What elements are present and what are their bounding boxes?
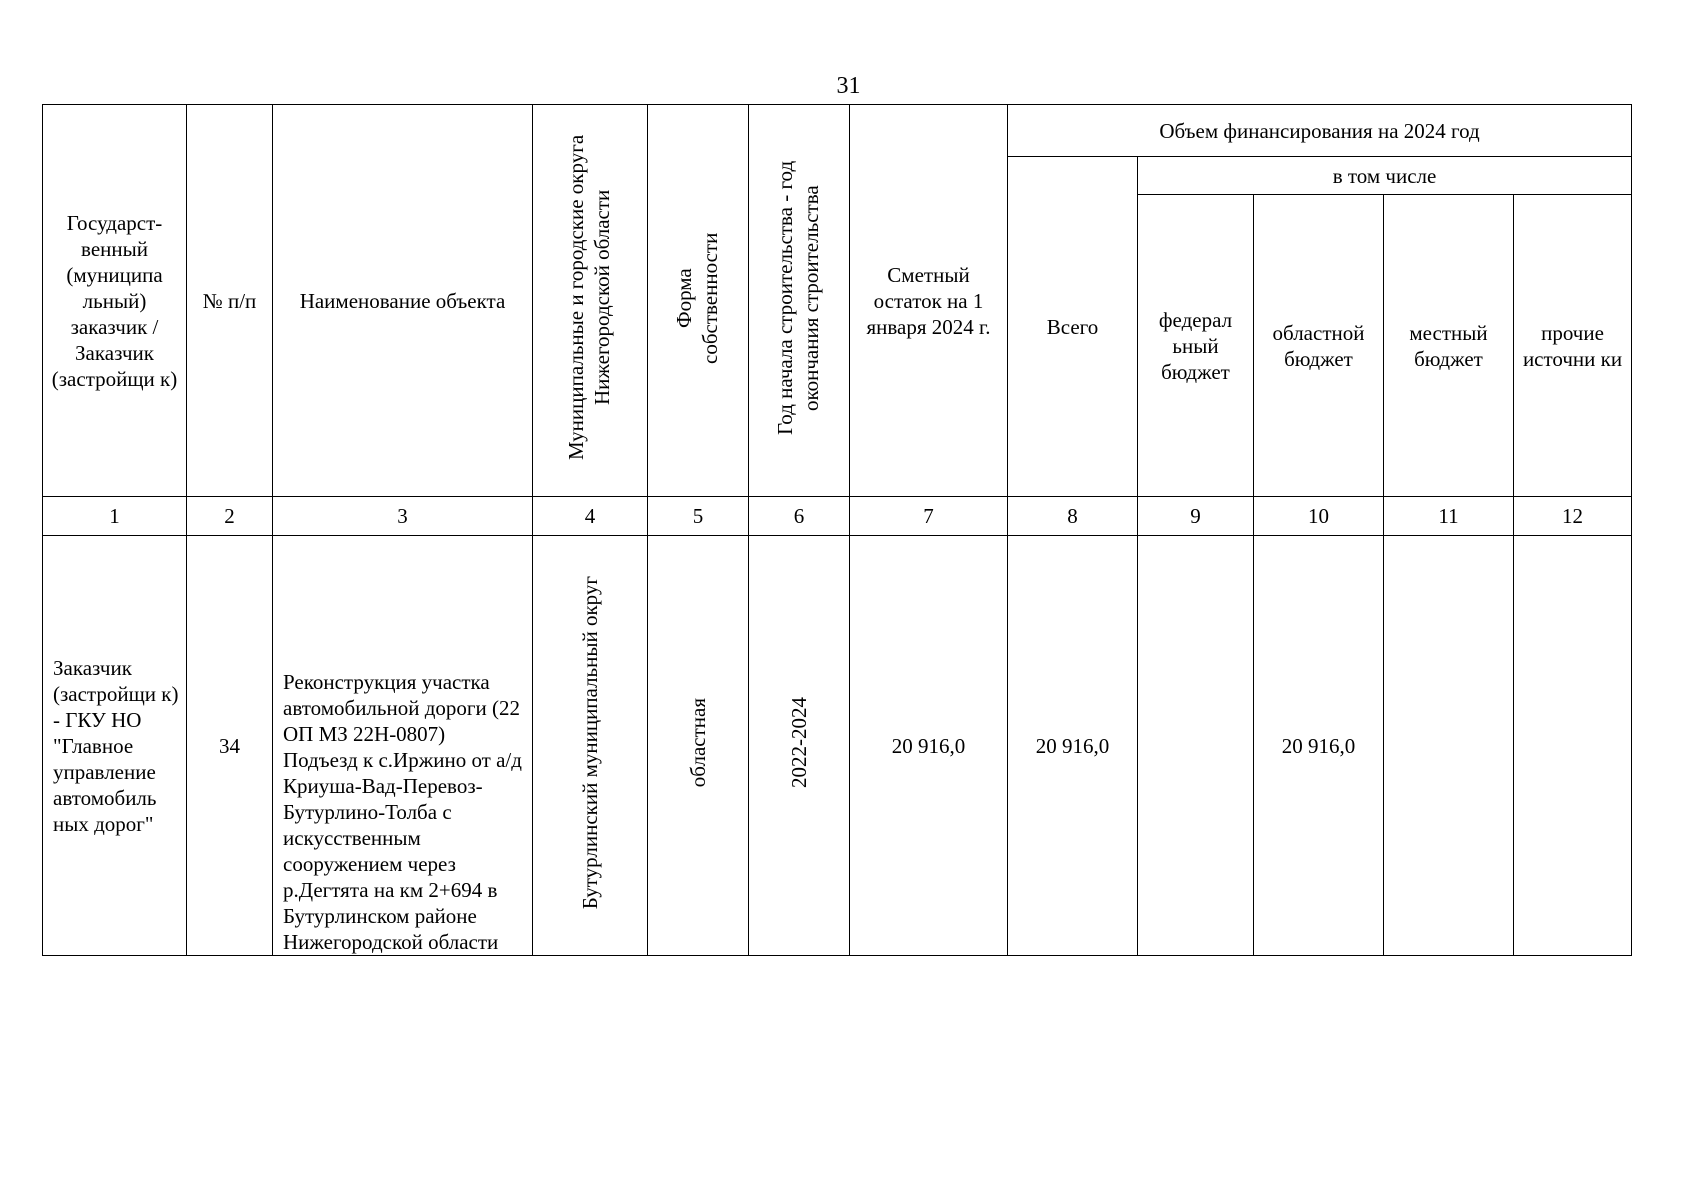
ownership-cell: [648, 536, 749, 956]
header-ownership-label: Форма собственности: [672, 231, 722, 364]
header-total: [1008, 157, 1138, 497]
federal-cell: [1138, 536, 1254, 956]
header-object-name: [273, 105, 533, 497]
column-number: 7: [850, 497, 1008, 536]
header-including-label: в том числе: [1332, 163, 1437, 188]
header-years: [749, 105, 850, 497]
total-cell: 20 916,0: [1008, 536, 1138, 956]
header-object-name-label: Наименование объекта: [299, 288, 506, 313]
district-cell: [533, 536, 648, 956]
header-ownership: [648, 105, 749, 497]
column-number: 12: [1514, 497, 1632, 536]
column-number: 2: [187, 497, 273, 536]
years-cell: [749, 536, 850, 956]
header-number: [187, 105, 273, 497]
years-value: 2022-2024: [787, 697, 811, 788]
header-federal-label: федерал ьный бюджет: [1158, 307, 1233, 384]
column-number: 8: [1008, 497, 1138, 536]
column-number: 4: [533, 497, 648, 536]
row-number-cell: 34: [187, 536, 273, 956]
header-total-label: Всего: [1046, 314, 1099, 339]
header-estimate-label: Сметный остаток на 1 января 2024 г.: [866, 262, 991, 339]
header-local: [1384, 195, 1514, 497]
header-financing-label: Объем финансирования на 2024 год: [1159, 118, 1480, 143]
district-value: Бутурлинский муниципальный округ: [578, 575, 602, 910]
page-number: 31: [836, 73, 861, 99]
estimate-cell: 20 916,0: [850, 536, 1008, 956]
financing-table: [42, 104, 1632, 956]
column-number: 11: [1384, 497, 1514, 536]
regional-cell: 20 916,0: [1254, 536, 1384, 956]
column-number: 10: [1254, 497, 1384, 536]
local-cell: [1384, 536, 1514, 956]
header-number-label: № п/п: [202, 288, 257, 313]
header-including: [1138, 157, 1632, 195]
header-row-1: [43, 105, 1632, 157]
header-years-label: Год начала строительства - год окончания строительства: [773, 160, 823, 435]
header-regional-label: областной бюджет: [1272, 320, 1365, 371]
column-number: 5: [648, 497, 749, 536]
header-local-label: местный бюджет: [1409, 320, 1488, 371]
header-other: [1514, 195, 1632, 497]
column-number: 9: [1138, 497, 1254, 536]
header-other-label: прочие источни ки: [1522, 320, 1623, 371]
object-name-cell: Реконструкция участка автомобильной дороги (22 ОП МЗ 22Н-0807) Подъезд к с.Иржино от а/д Криуша-Вад-Перевоз-Бутурлино-Толба с искусственным сооружением через р.Дегтята на км 2+694 в Бутурлинском районе Нижегородской области: [273, 536, 533, 956]
header-district: [533, 105, 648, 497]
header-federal: [1138, 195, 1254, 497]
header-financing: [1008, 105, 1632, 157]
header-customer: [43, 105, 187, 497]
ownership-value: областная: [686, 697, 710, 788]
customer-cell: Заказчик (застройщи к) - ГКУ НО "Главное управление автомобиль ных дорог": [43, 536, 187, 956]
column-number: 1: [43, 497, 187, 536]
column-numbers-row: [43, 497, 1632, 536]
column-number: 3: [273, 497, 533, 536]
table-row: [43, 536, 1632, 956]
column-number: 6: [749, 497, 850, 536]
header-customer-label: Государст-венный (муниципа льный) заказчик / Заказчик (застройщи к): [51, 210, 178, 391]
header-regional: [1254, 195, 1384, 497]
header-estimate: [850, 105, 1008, 497]
other-cell: [1514, 536, 1632, 956]
header-district-label: Муниципальные и городские округа Нижегородской области: [564, 134, 614, 461]
